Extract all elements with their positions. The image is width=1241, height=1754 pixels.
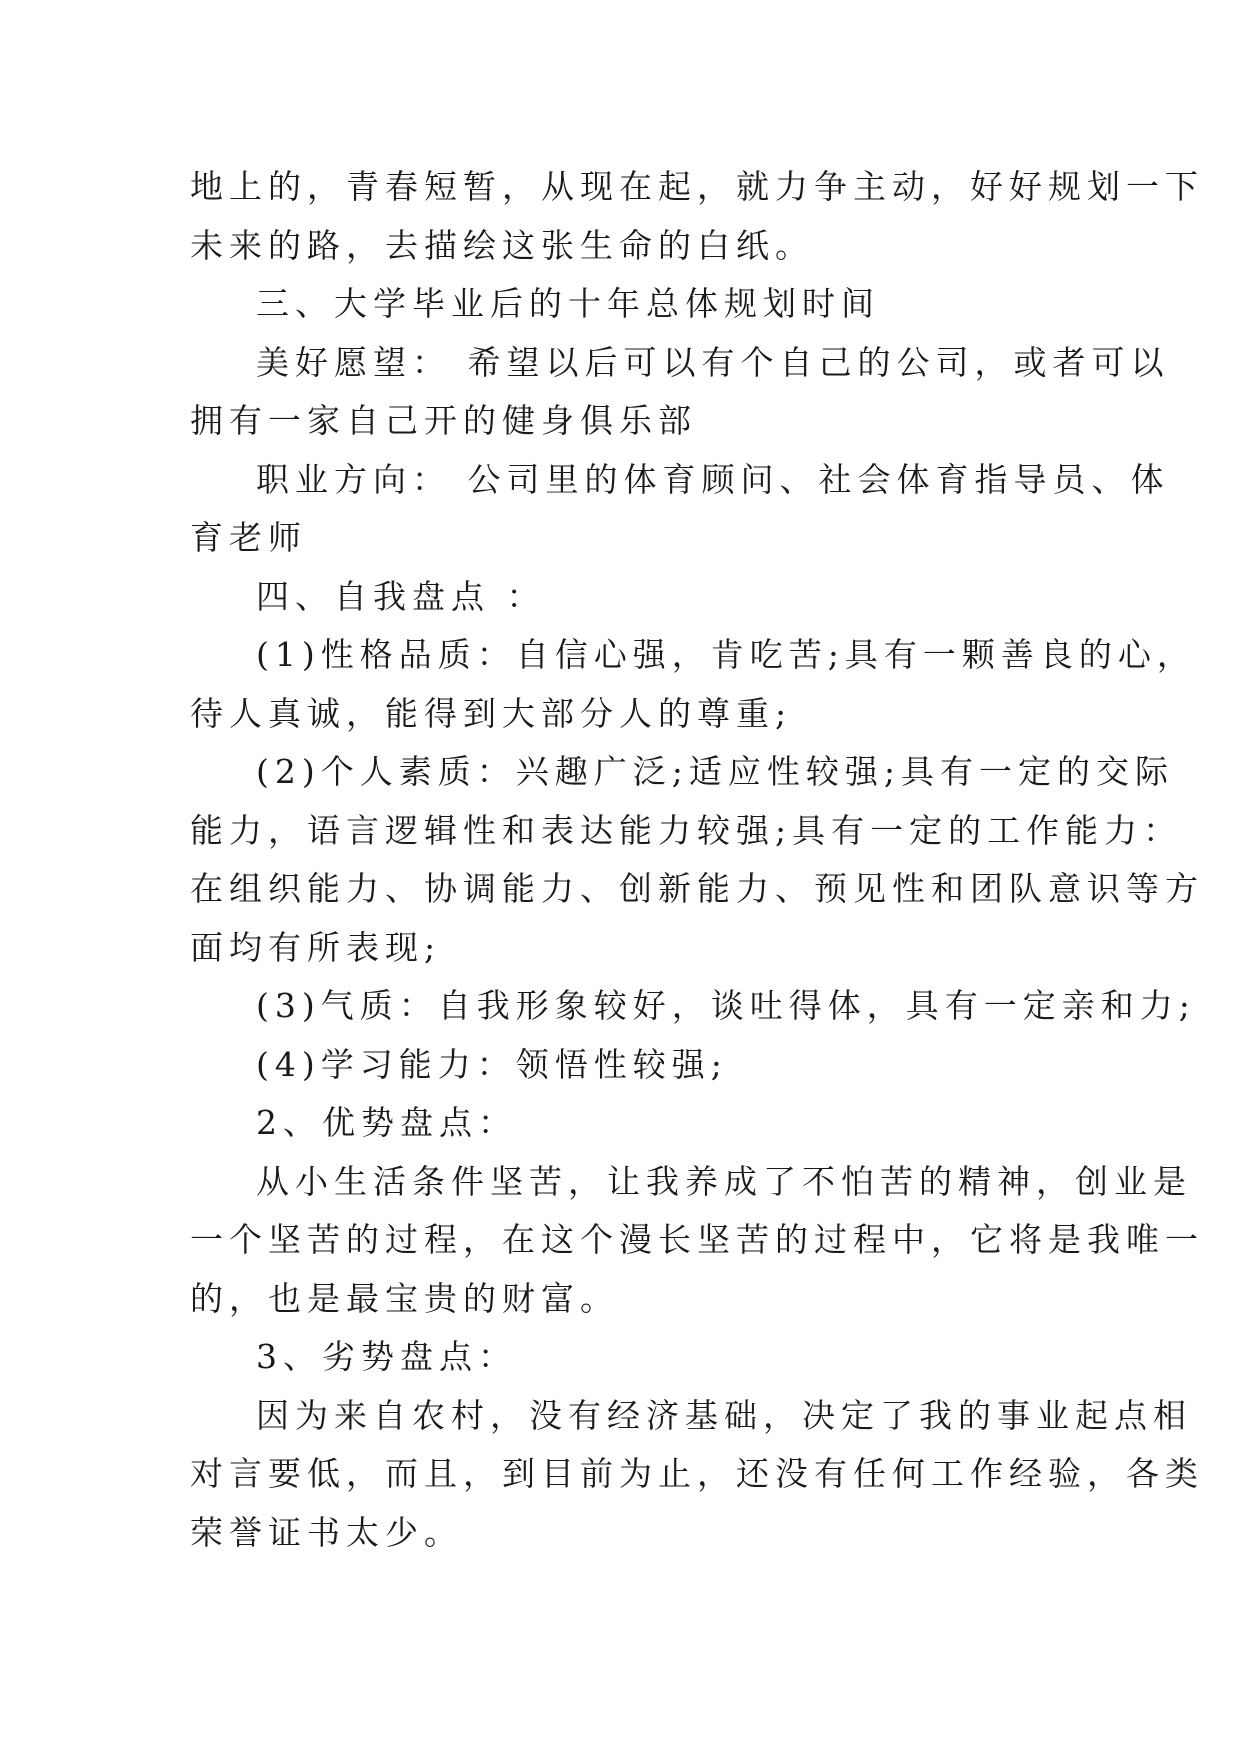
- text-line: 职业方向： 公司里的体育顾问、社会体育指导员、体: [256, 459, 1170, 499]
- text-line: 在组织能力、协调能力、创新能力、预见性和团队意识等方: [190, 869, 1204, 908]
- text-line: 的，也是最宝贵的财富。: [190, 1278, 619, 1318]
- text-line: 2、优势盘点：: [256, 1103, 517, 1142]
- text-line: 待人真诚，能得到大部分人的尊重;: [190, 693, 793, 733]
- text-line: 3、劣势盘点：: [256, 1337, 517, 1376]
- text-line: 三、大学毕业后的十年总体规划时间: [256, 284, 880, 323]
- text-line: 四、自我盘点 ：: [256, 576, 546, 616]
- text-line: 荣誉证书太少。: [190, 1512, 463, 1552]
- text-line: 对言要低，而且，到目前为止，还没有任何工作经验，各类: [190, 1454, 1204, 1493]
- text-line: 因为来自农村，没有经济基础，决定了我的事业起点相: [256, 1395, 1192, 1435]
- text-line: 拥有一家自己开的健身俱乐部: [190, 401, 697, 440]
- text-line: 未来的路，去描绘这张生命的白纸。: [190, 225, 814, 265]
- text-line: (3)气质：自我形象较好，谈吐得体，具有一定亲和力;: [256, 986, 1196, 1025]
- text-line: 从小生活条件坚苦，让我养成了不怕苦的精神，创业是: [256, 1161, 1192, 1201]
- text-line: (1)性格品质：自信心强，肯吃苦;具有一颗善良的心，: [256, 635, 1196, 674]
- text-line: (4)学习能力：领悟性较强;: [256, 1044, 728, 1084]
- text-line: 一个坚苦的过程，在这个漫长坚苦的过程中，它将是我唯一: [190, 1220, 1204, 1259]
- text-line: 能力，语言逻辑性和表达能力较强;具有一定的工作能力：: [190, 810, 1183, 850]
- document-body: [190, 158, 1204, 1562]
- text-line: (2)个人素质：兴趣广泛;适应性较强;具有一定的交际: [256, 752, 1174, 791]
- text-line: 美好愿望： 希望以后可以有个自己的公司，或者可以: [256, 342, 1170, 382]
- text-line: 面均有所表现;: [190, 927, 442, 967]
- text-line: 地上的，青春短暂，从现在起，就力争主动，好好规划一下: [190, 167, 1204, 206]
- text-line: 育老师: [190, 518, 307, 557]
